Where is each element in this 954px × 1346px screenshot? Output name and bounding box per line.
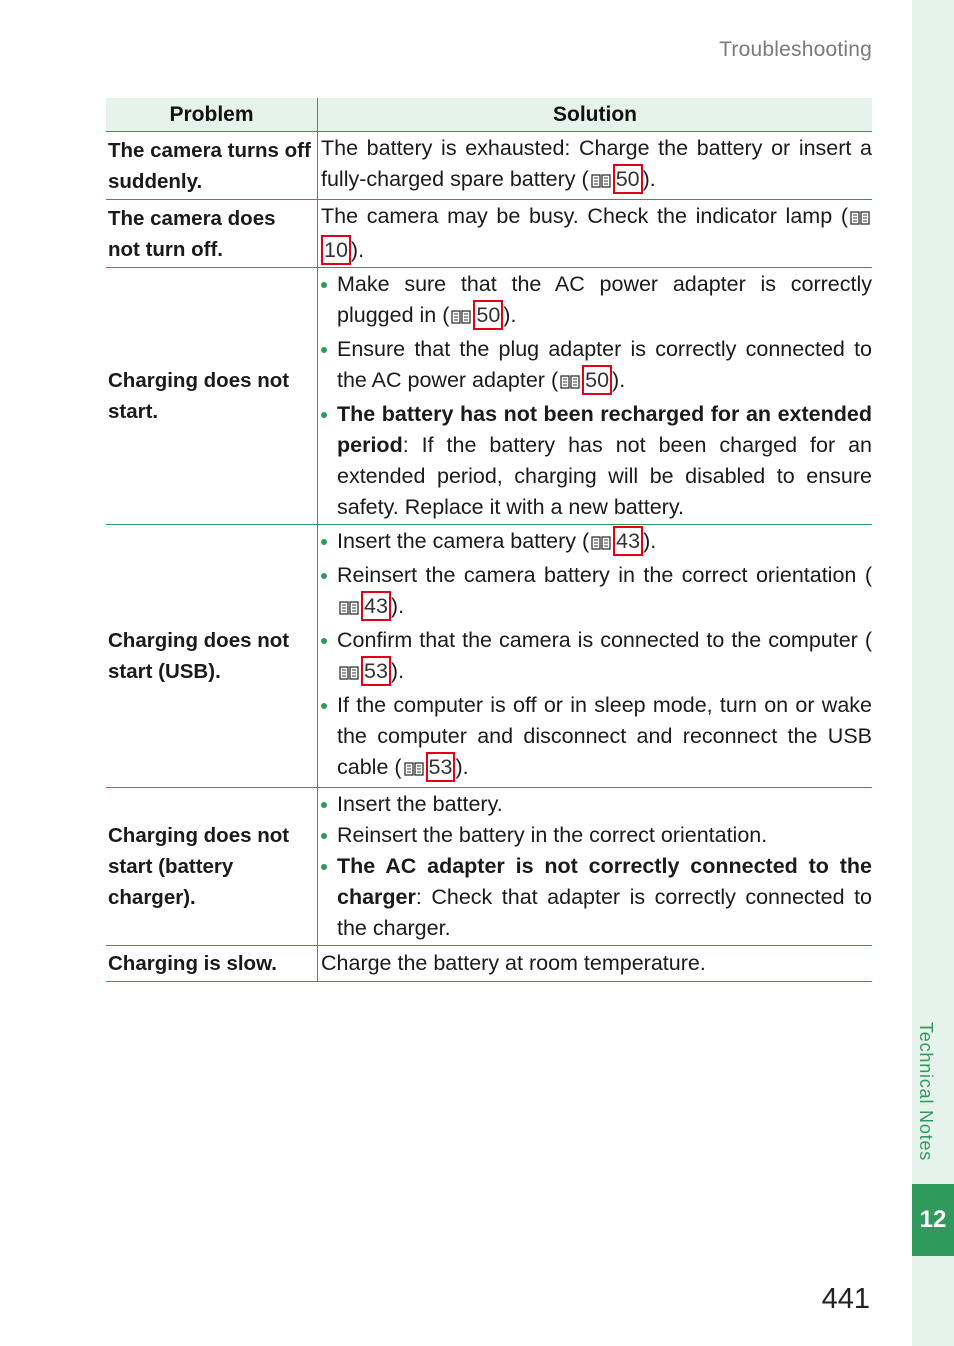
item-text: : Check that adapter is correctly connected to the charger. bbox=[337, 885, 872, 940]
item-tail: ). bbox=[455, 755, 469, 779]
column-header-problem: Problem bbox=[106, 98, 318, 132]
page-number: 441 bbox=[821, 1283, 870, 1315]
page-reference-link[interactable]: 10 bbox=[321, 235, 351, 265]
chapter-tab[interactable] bbox=[912, 1184, 954, 1256]
bullet-icon bbox=[321, 703, 327, 709]
solution-cell bbox=[318, 200, 873, 268]
item-tail: ). bbox=[643, 529, 657, 553]
solution-text: The camera may be busy. Check the indicator lamp ( bbox=[321, 204, 848, 228]
bullet-icon bbox=[321, 539, 327, 545]
list-item bbox=[321, 625, 872, 690]
item-tail: ). bbox=[503, 303, 517, 327]
book-icon bbox=[451, 303, 471, 334]
item-bold-text: The battery has not been recharged for an extended period bbox=[337, 402, 872, 457]
side-strip bbox=[912, 0, 954, 1346]
item-text: If the computer is off or in sleep mode, turn on or wake the computer and disconnect and reconnect the USB cable ( bbox=[337, 693, 872, 779]
bullet-icon bbox=[321, 282, 327, 288]
item-text: Ensure that the plug adapter is correctly connected to the AC power adapter ( bbox=[337, 337, 872, 392]
item-bold-text: The AC adapter is not correctly connected to the charger bbox=[337, 854, 872, 909]
table-row bbox=[106, 788, 872, 946]
bullet-icon bbox=[321, 573, 327, 579]
solution-tail: ). bbox=[642, 167, 656, 191]
bullet-icon bbox=[321, 638, 327, 644]
book-icon bbox=[850, 204, 870, 235]
bullet-icon bbox=[321, 802, 327, 808]
problem-cell: Charging does not start (USB). bbox=[106, 525, 318, 788]
list-item bbox=[321, 789, 872, 820]
bullet-icon bbox=[321, 412, 327, 418]
solution-cell bbox=[318, 132, 873, 200]
bullet-icon bbox=[321, 833, 327, 839]
solution-list bbox=[321, 789, 872, 944]
solution-cell bbox=[318, 268, 873, 525]
item-text: Reinsert the camera battery in the correct orientation ( bbox=[337, 563, 872, 587]
list-item bbox=[321, 690, 872, 786]
solution-cell: Charge the battery at room temperature. bbox=[318, 946, 873, 982]
list-item bbox=[321, 399, 872, 523]
page-reference-link[interactable]: 53 bbox=[426, 752, 456, 782]
item-tail: ). bbox=[612, 368, 626, 392]
section-title: Troubleshooting bbox=[719, 38, 872, 61]
page-reference-link[interactable]: 43 bbox=[613, 526, 643, 556]
item-tail: ). bbox=[390, 659, 405, 683]
chapter-number: 12 bbox=[919, 1206, 947, 1233]
item-text: Reinsert the battery in the correct orientation. bbox=[337, 823, 768, 847]
troubleshooting-table bbox=[106, 98, 872, 982]
list-item bbox=[321, 560, 872, 625]
item-text: Insert the camera battery ( bbox=[337, 529, 590, 553]
list-item bbox=[321, 334, 872, 399]
item-text: Insert the battery. bbox=[337, 792, 503, 816]
solution-tail: ). bbox=[350, 238, 365, 262]
problem-cell: Charging is slow. bbox=[106, 946, 318, 982]
bullet-icon bbox=[321, 347, 327, 353]
table-row bbox=[106, 132, 872, 200]
problem-cell: The camera turns off suddenly. bbox=[106, 132, 318, 200]
list-item bbox=[321, 269, 872, 334]
table-row bbox=[106, 525, 872, 788]
problem-cell: Charging does not start (battery charger). bbox=[106, 788, 318, 946]
solution-cell bbox=[318, 525, 873, 788]
item-text: : If the battery has not been charged for an extended period, charging will be disabled to ensure safety. Replace it with a new battery. bbox=[337, 433, 872, 519]
item-text: Make sure that the AC power adapter is correctly plugged in ( bbox=[337, 272, 872, 327]
table-header-row bbox=[106, 98, 872, 132]
book-icon bbox=[339, 659, 359, 690]
bullet-icon bbox=[321, 864, 327, 870]
list-item bbox=[321, 851, 872, 944]
page-reference-link[interactable]: 50 bbox=[473, 300, 503, 330]
table-row bbox=[106, 200, 872, 268]
page-reference-link[interactable]: 53 bbox=[361, 656, 391, 686]
table-row bbox=[106, 268, 872, 525]
section-side-label: Technical Notes bbox=[916, 1022, 936, 1162]
list-item bbox=[321, 820, 872, 851]
page-reference-link[interactable]: 50 bbox=[582, 365, 612, 395]
solution-list bbox=[321, 526, 872, 786]
item-text: Confirm that the camera is connected to the computer ( bbox=[337, 628, 872, 652]
page-reference-link[interactable]: 43 bbox=[361, 591, 391, 621]
solution-text: The battery is exhausted: Charge the battery or insert a fully-charged spare battery ( bbox=[321, 136, 872, 191]
solution-list bbox=[321, 269, 872, 523]
item-tail: ). bbox=[390, 594, 405, 618]
book-icon bbox=[339, 594, 359, 625]
table-row bbox=[106, 946, 872, 982]
problem-cell: Charging does not start. bbox=[106, 268, 318, 525]
problem-cell: The camera does not turn off. bbox=[106, 200, 318, 268]
book-icon bbox=[591, 529, 611, 560]
column-header-solution: Solution bbox=[318, 98, 873, 132]
list-item bbox=[321, 526, 872, 560]
solution-cell bbox=[318, 788, 873, 946]
book-icon bbox=[591, 167, 611, 198]
book-icon bbox=[560, 368, 580, 399]
page-reference-link[interactable]: 50 bbox=[613, 164, 643, 194]
book-icon bbox=[404, 755, 424, 786]
